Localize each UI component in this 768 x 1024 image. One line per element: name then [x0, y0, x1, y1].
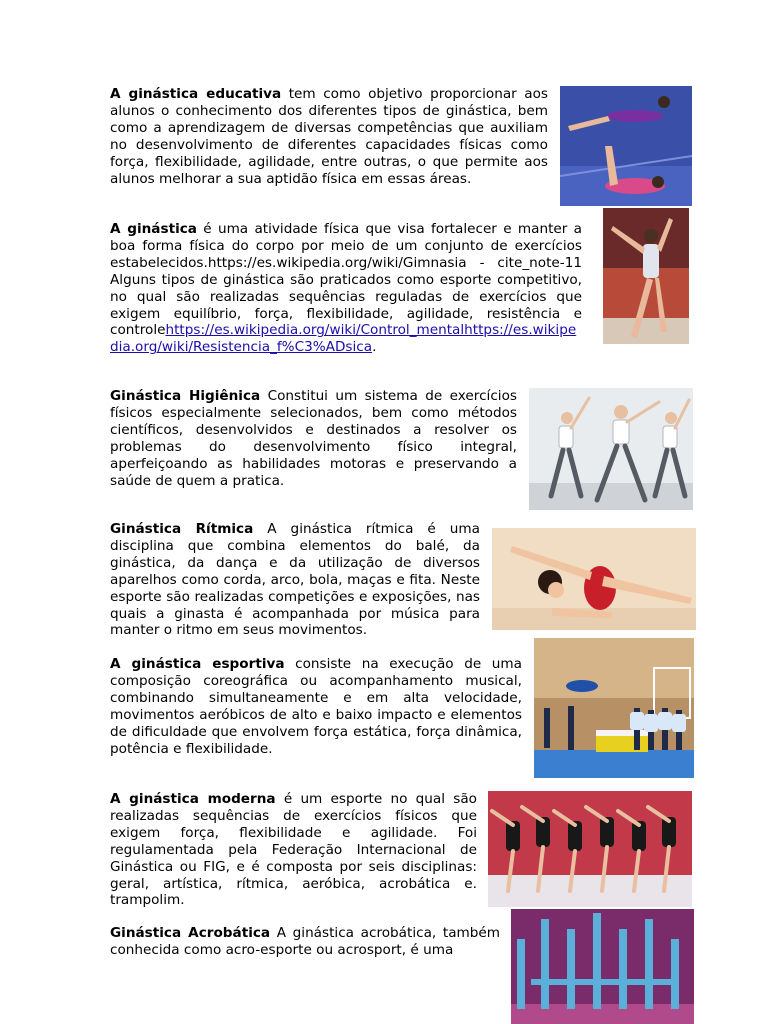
section-title: Ginástica Rítmica	[110, 521, 254, 537]
section-title: A ginástica esportiva	[110, 656, 285, 672]
group-gymnasts-photo	[488, 791, 692, 907]
wikipedia-link[interactable]: https://es.wikipedia.org/wiki/Control_mentalhttps://es.wikipedia.org/wiki/Resistencia_f%C3%ADsica	[110, 322, 577, 356]
section-educativa	[110, 86, 548, 187]
section-moderna	[110, 791, 477, 909]
section-text: Constitui um sistema de exercícios físicos especialmente selecionados, bem como métodos científicos, desenvolvidos e destinados a resolver os problemas do desenvolvimento físico integral, aperfeiçoando as habilidades motoras e preservando a saúde de quem a pratica.	[110, 388, 517, 489]
artistic-gymnast-photo	[603, 208, 689, 344]
section-text: é um esporte no qual são realizadas sequências de exercícios físicos que exigem força, flexibilidade e agilidade. Foi regulamentada pela Federação Internacional de Ginástica ou FIG, e é composta por seis disciplinas: geral, artística, rítmica, aeróbica, acrobática e. trampolim.	[110, 791, 477, 909]
section-esportiva	[110, 656, 522, 757]
stretching-class-photo	[529, 388, 693, 510]
section-title: A ginástica	[110, 221, 197, 237]
section-acrobatica	[110, 925, 500, 959]
section-ritmica	[110, 521, 480, 639]
section-text: consiste na execução de uma composição coreográfica ou acompanhamento musical, combinando simultaneamente e em alta velocidade, movimentos aeróbicos de alto e baixo impacto e elementos de dificuldade que envolvem força estática, força dinâmica, potência e flexibilidade.	[110, 656, 522, 757]
acrobatic-team-photo	[511, 909, 694, 1024]
section-text: é uma atividade física que visa fortalecer e manter a boa forma física do corpo por meio de um conjunto de exercícios estabelecidos.https://es.wikipedia.org/wiki/Gimnasia - cite_note-11 Alguns tipos de ginástica são praticados como esporte competitivo, no qual são realizadas sequências reguladas de exercícios que exigem equilíbrio, força, flexibilidade, agilidade, resistência e controle	[110, 221, 582, 339]
section-title: Ginástica Higiênica	[110, 388, 261, 404]
gym-vault-photo	[534, 638, 694, 778]
section-ginastica: A ginástica é uma atividade física que visa fortalecer e manter a boa forma física do corpo por meio de um conjunto de exercícios estabelecidos.https://es.wikipedia.org/wiki/Gimnasia - cite_note-11 Alguns tipos de ginástica são praticados como esporte competitivo, no qual são realizadas sequências reguladas de exercícios que exigem equilíbrio, força, flexibilidade, agilidade, resistência e controlehttps://es.wikipedia.org/wiki/Control_mentalhttps://es.wikipedia.org/wiki/Resistencia_f%C3%ADsica.	[110, 221, 582, 356]
section-title: Ginástica Acrobática	[110, 925, 271, 941]
section-text: A ginástica acrobática, também conhecida como acro-esporte ou acrosport, é uma	[110, 925, 501, 958]
section-text: A ginástica rítmica é uma disciplina que combina elementos do balé, da ginástica, da dança e da utilização de diversos aparelhos como corda, arco, bola, maças e fita. Neste esporte são realizadas competições e exposições, nas quais a ginasta é acompanhada por música para manter o ritmo em seus movimentos.	[110, 521, 480, 639]
rhythmic-gymnast-photo	[492, 528, 696, 630]
section-title: A ginástica educativa	[110, 86, 282, 102]
acrobatic-pair-photo	[560, 86, 692, 206]
section-higienica	[110, 388, 517, 489]
section-title: A ginástica moderna	[110, 791, 276, 807]
section-text: tem como objetivo proporcionar aos alunos o conhecimento dos diferentes tipos de ginástica, bem como a aprendizagem de diversas competências que auxiliam no desenvolvimento de diferentes capacidades físicas como força, flexibilidade, agilidade, entre outras, o que permite aos alunos melhorar a sua aptidão física em essas áreas.	[110, 86, 548, 187]
